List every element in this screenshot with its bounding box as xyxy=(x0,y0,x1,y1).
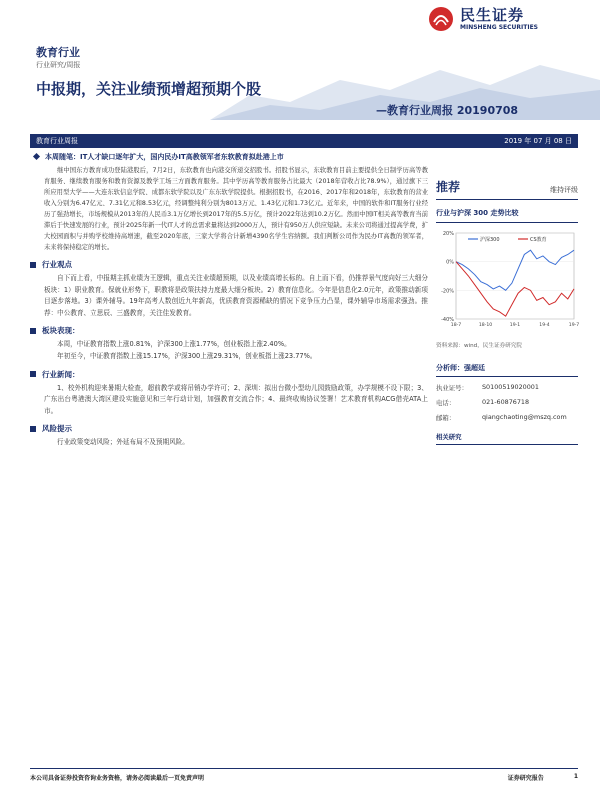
industry-label: 教育行业 xyxy=(36,46,80,59)
footer-disclaimer: 本公司具备证券投资咨询业务资格，请务必阅读最后一页免责声明 xyxy=(30,775,205,782)
x-tick-label: 18-10 xyxy=(478,323,493,328)
brand-logo xyxy=(428,6,538,32)
section-view xyxy=(30,259,428,319)
chart-title: 行业与沪深 300 走势比较 xyxy=(436,208,578,223)
section-title: 行业新闻： xyxy=(42,369,80,379)
section-body: 1、校外机构迎来暑期大检查，超前教学或将吊销办学许可；2、深圳：拟出台微小型幼儿园鼓励政策，办学规模不设下限；3、广东出台粤港澳大湾区建设实施意见和三年行动计划，加强教育交流合作；4、最终收购协议签署！艺术教育机构ACG借壳ATA上市。 xyxy=(44,383,428,415)
logo-icon xyxy=(428,6,454,32)
y-tick-label: -20% xyxy=(441,288,454,295)
footer xyxy=(30,768,578,782)
header xyxy=(0,0,600,132)
square-bullet-icon xyxy=(30,371,36,377)
square-bullet-icon xyxy=(30,262,36,268)
sidebar xyxy=(436,152,578,445)
y-tick-label: 20% xyxy=(442,231,454,237)
section-title: 行业观点 xyxy=(42,260,72,269)
band-left: 教育行业周报 xyxy=(36,137,78,145)
analyst-phone-row xyxy=(436,398,578,407)
rating-value: 维持评级 xyxy=(550,186,578,194)
trend-chart xyxy=(436,227,578,335)
industry-sublabel: 行业研究/周报 xyxy=(36,61,81,69)
report-date: 2019 年 07 月 08 日 xyxy=(504,137,572,145)
section-performance xyxy=(30,325,428,362)
phone-label: 电话： xyxy=(436,399,456,407)
series-line-0 xyxy=(456,250,574,290)
square-bullet-icon xyxy=(30,328,36,334)
cert-label: 执业证号： xyxy=(436,384,468,392)
summary-lead xyxy=(30,152,428,162)
y-tick-label: -40% xyxy=(441,317,454,323)
summary-lead-text: 本周随笔：IT人才缺口逐年扩大，国内民办IT高教领军者东软教育拟赴港上市 xyxy=(45,153,284,161)
section-body: 本周，中证教育指数上涨0.81%，沪深300上涨1.77%，创业板指上涨2.40%。 xyxy=(57,340,291,349)
email-label: 邮箱： xyxy=(436,414,456,422)
x-tick-label: 19-1 xyxy=(509,323,521,328)
bullet-icon xyxy=(33,153,40,160)
summary-body: 继中国东方教育成功登陆港股后，7月2日，东软教育也向港交所递交招股书。招股书显示，东软教育目前主要提供全日制学历高等教育服务、继续教育服务和教育资源及教学工场三方面教育服务。其中学历高等教育服务占比最大（2018年营收占比78.9%），通过旗下三所应用型大学——大连东软信息学院、成都东软学院以及广东东软学院提供。根据招股书，在2016、2017年和2018年，东软教育的营业收入分别为6.47亿元、7.31亿元和8.53亿元，经调整纯利分别为8013万元、1.43亿元和1.73亿元。近年来，中国的软件和IT服务行业经历了强劲增长，市场规模从2013年的人民币3.1万亿增长到2017年的5.5万亿，预计2022年达到10.2万亿。然而中国IT相关高等教育当前滞后于快速发展的行业，预计2025年新一代IT人才的总需求量将达到2000万人，预计有950万人供应短缺。未来公司将通过提高学费，扩大校园面积与并购学校维持高增速，截至2020年底，三家大学将合计新增4390名学生容纳额。我们判断公司作为民办IT高教的领军者，未来将保持稳定的增长。 xyxy=(44,167,428,251)
analyst-email-row xyxy=(436,413,578,422)
brand-name-cn: 民生证券 xyxy=(460,6,525,24)
email-link[interactable]: qiangchaoting@mszq.com xyxy=(482,413,567,421)
chart-source: 资料来源：wind，民生证券研究院 xyxy=(436,343,522,349)
footer-report-type: 证券研究报告 xyxy=(507,775,544,782)
section-title: 板块表现： xyxy=(42,326,80,336)
series-line-1 xyxy=(456,262,574,316)
section-news xyxy=(30,369,428,418)
analyst-cert-row xyxy=(436,383,578,392)
section-body: 行业政策变动风险；外延布局不及预期风险。 xyxy=(57,438,189,447)
analyst-title: 分析师：强超廷 xyxy=(436,363,578,377)
section-body-2: 年初至今，中证教育指数上涨15.17%，沪深300上涨29.31%，创业板指上涨23.77%。 xyxy=(57,351,317,360)
x-tick-label: 18-7 xyxy=(450,323,462,328)
section-risk xyxy=(30,423,428,449)
report-band xyxy=(30,134,578,148)
cert-value: S0100519020001 xyxy=(482,383,539,391)
y-tick-label: 0% xyxy=(446,259,454,266)
report-title: 中报期，关注业绩预增超预期个股 xyxy=(36,80,262,98)
phone-value: 021-60876718 xyxy=(482,398,530,406)
legend-label: 沪深300 xyxy=(480,237,500,243)
section-title: 风险提示 xyxy=(42,424,72,434)
legend-label: CS教育 xyxy=(530,237,547,243)
main-column xyxy=(30,152,428,449)
x-tick-label: 19-7 xyxy=(568,323,580,328)
related-research-title: 相关研究 xyxy=(436,432,578,445)
rating-label: 推荐 xyxy=(436,180,461,194)
rating-block xyxy=(436,178,578,200)
page-number: 1 xyxy=(573,773,578,780)
x-tick-label: 19-4 xyxy=(539,323,550,328)
section-body: 自下而上看，中报期主抓业绩为王逻辑，重点关注业绩超预期，以及业绩高增长标的。自上而下看，仍推荐景气度向好三大细分板块：1）职业教育。保就业形势下，职教将是政策扶持力度最大细分板块。2）教育信息化。今年是信息化2.0元年，政策推动新项目逐步落地。3）课外辅导。19年高考人数创近九年新高，优质教育资源稀缺的情况下竞争压力凸显，课外辅导市场需求强劲。推荐：中公教育、立思辰、三盛教育，关注佳发教育。 xyxy=(44,274,428,317)
brand-name-en: MINSHENG SECURITIES xyxy=(460,24,538,31)
square-bullet-icon xyxy=(30,426,36,432)
report-subtitle: —教育行业周报 20190708 xyxy=(376,104,519,117)
